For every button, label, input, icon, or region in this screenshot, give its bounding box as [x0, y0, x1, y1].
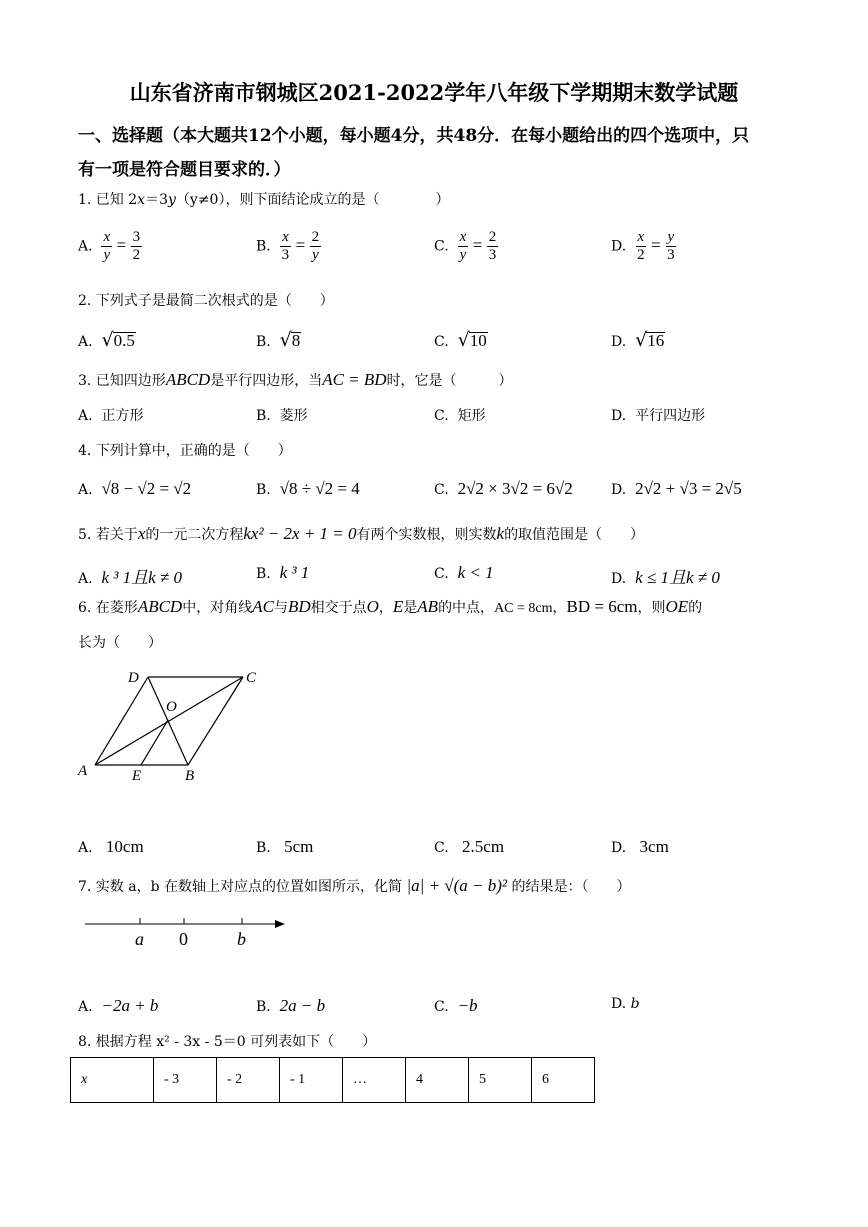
q5-option-b[interactable]: B. k ³ 1 — [256, 563, 310, 582]
question-4-stem: 4. 下列计算中，正确的是（ ） — [78, 443, 292, 459]
q1-option-a[interactable]: A. $\frac{x}{y}$ = $\frac{3}{2}$ — [78, 229, 141, 263]
question-2-stem: 2. 下列式子是最简二次根式的是（ ） — [78, 293, 334, 309]
axis-label-a: a — [135, 929, 144, 949]
table-row — [71, 1058, 595, 1103]
q7-option-c[interactable]: C. −b — [434, 996, 478, 1015]
rhombus-figure — [70, 660, 290, 790]
q8-table — [70, 1057, 595, 1103]
q7-option-b[interactable]: B. 2a − b — [256, 996, 326, 1015]
q3-option-b[interactable]: B. 菱形 — [256, 408, 308, 424]
side-bc — [188, 677, 243, 765]
question-6-stem: 6. 在菱形ABCD中，对角线AC与BD相交于点O，E是AB的中点，AC = 8cm，BD = 6cm，则OE的 — [78, 597, 703, 616]
question-5-stem: 5. 若关于x的一元二次方程kx² − 2x + 1 = 0有两个实数根，则实数k的取值范围是（ ） — [78, 524, 645, 543]
q7-option-d[interactable]: D. b — [611, 996, 640, 1012]
q2-option-a[interactable]: A. √0.5 — [78, 329, 135, 351]
section-heading: 一、选择题（本大题共12个小题，每小题4分，共48分．在每小题给出的四个选项中，只 — [78, 126, 750, 146]
arrow-icon — [275, 920, 285, 928]
q6-option-c[interactable]: C. 2.5cm — [434, 837, 505, 856]
question-1-stem: 1. 已知 2x＝3y（y≠0），则下面结论成立的是（ ） — [78, 192, 450, 208]
table-cell: 5 — [469, 1058, 532, 1103]
q5-option-a[interactable]: A. k ³ 1且k ≠ 0 — [78, 568, 182, 587]
label-a: A — [78, 763, 88, 779]
number-line — [80, 912, 290, 952]
q3-option-c[interactable]: C. 矩形 — [434, 408, 486, 424]
label-c: C — [246, 670, 257, 686]
q4-option-a[interactable]: A. √8 − √2 = √2 — [78, 479, 192, 498]
axis-label-b: b — [237, 929, 246, 949]
question-3-stem: 3. 已知四边形ABCD是平行四边形，当AC = BD时，它是（ ） — [78, 370, 513, 389]
question-8-stem: 8. 根据方程 x² - 3x - 5＝0 可列表如下（ ） — [78, 1034, 377, 1050]
table-cell: 4 — [406, 1058, 469, 1103]
axis-label-zero: 0 — [179, 929, 188, 949]
label-b: B — [185, 768, 195, 784]
table-cell: - 2 — [217, 1058, 280, 1103]
q3-option-a[interactable]: A. 正方形 — [78, 408, 144, 424]
page-title: 山东省济南市钢城区2021-2022学年八年级下学期期末数学试题 — [129, 80, 739, 105]
q6-option-d[interactable]: D. 3cm — [611, 837, 669, 856]
q4-option-c[interactable]: C. 2√2 × 3√2 = 6√2 — [434, 479, 573, 498]
question-7-stem: 7. 实数 a，b 在数轴上对应点的位置如图所示，化简 |a| + √(a − b)² 的结果是：（ ） — [78, 876, 631, 895]
label-d: D — [128, 670, 139, 686]
section-heading-cont: 有一项是符合题目要求的．） — [78, 160, 291, 180]
q2-option-c[interactable]: C. √10 — [434, 329, 487, 351]
q6-option-b[interactable]: B. 5cm — [256, 837, 314, 856]
table-cell: 6 — [532, 1058, 595, 1103]
q4-option-b[interactable]: B. √8 ÷ √2 = 4 — [256, 479, 360, 498]
q5-option-d[interactable]: D. k ≤ 1且k ≠ 0 — [611, 568, 720, 587]
q5-option-c[interactable]: C. k < 1 — [434, 563, 494, 582]
table-cell: - 3 — [154, 1058, 217, 1103]
q6-option-a[interactable]: A. 10cm — [78, 837, 144, 856]
segment-oe — [141, 720, 168, 765]
q1-option-b[interactable]: B. $\frac{x}{3}$ = $\frac{2}{y}$ — [256, 229, 320, 263]
table-cell: x — [71, 1058, 154, 1103]
table-cell: - 1 — [280, 1058, 343, 1103]
question-6-stem-cont: 长为（ ） — [78, 635, 162, 651]
label-o: O — [166, 699, 177, 715]
q2-option-b[interactable]: B. √8 — [256, 329, 301, 351]
side-da — [95, 677, 148, 765]
q7-option-a[interactable]: A. −2a + b — [78, 996, 159, 1015]
q2-option-d[interactable]: D. √16 — [611, 329, 665, 351]
diagonal-ac — [95, 677, 243, 765]
q1-option-c[interactable]: C. $\frac{x}{y}$ = $\frac{2}{3}$ — [434, 229, 497, 263]
table-cell: … — [343, 1058, 406, 1103]
q3-option-d[interactable]: D. 平行四边形 — [611, 408, 706, 424]
label-e: E — [132, 768, 142, 784]
q1-option-d[interactable]: D. $\frac{x}{2}$ = $\frac{y}{3}$ — [611, 229, 675, 263]
q4-option-d[interactable]: D. 2√2 + √3 = 2√5 — [611, 479, 742, 498]
